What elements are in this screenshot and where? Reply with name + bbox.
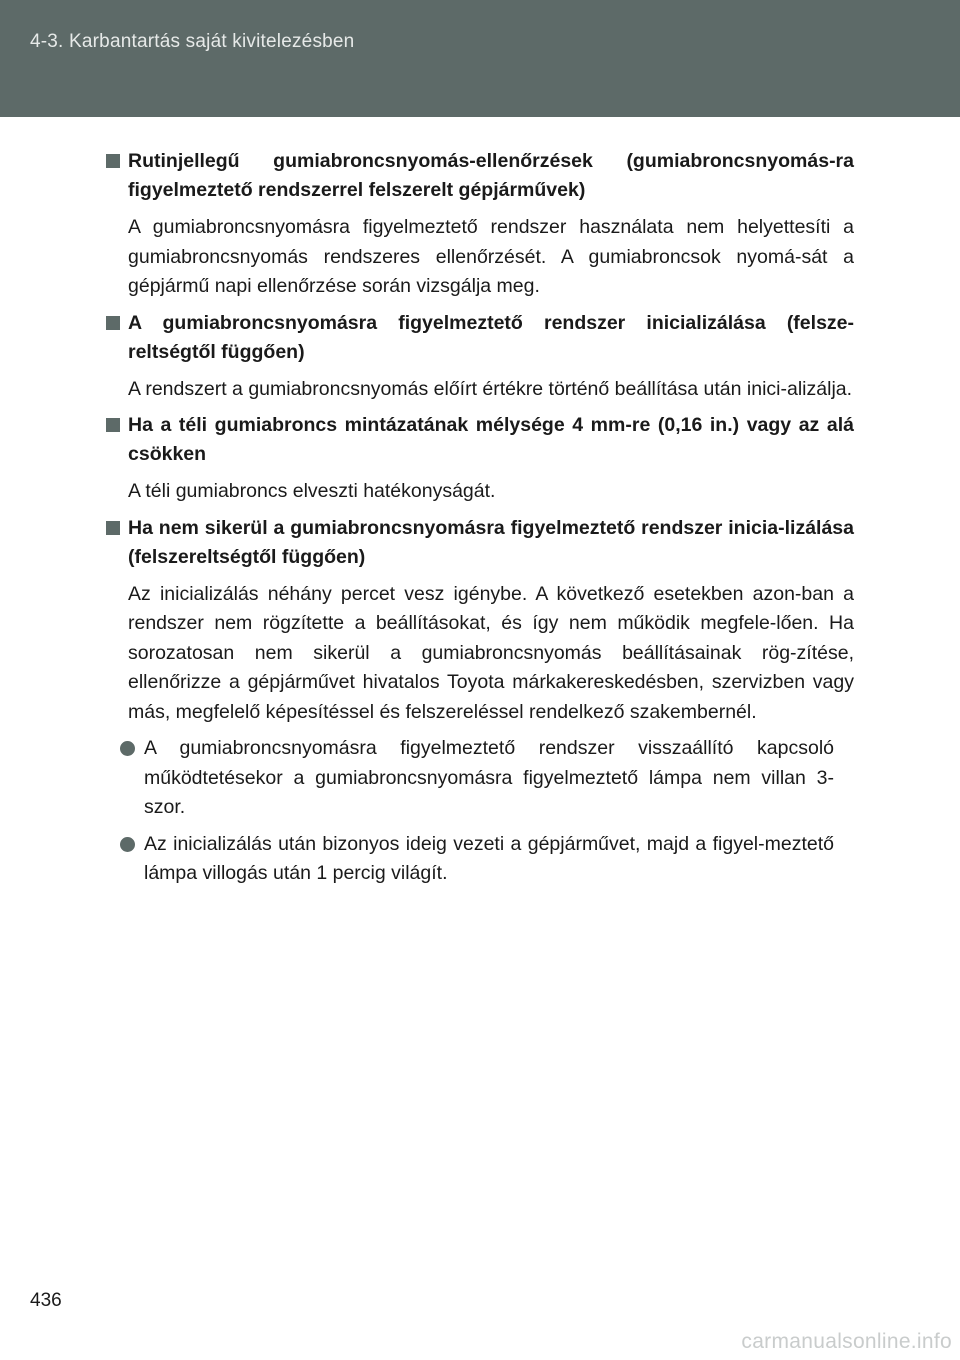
square-bullet-icon [106, 418, 120, 432]
section-body: A rendszert a gumiabroncsnyomás előírt értékre történő beállítása után inici-alizálja. [128, 377, 853, 400]
section-heading: A gumiabroncsnyomásra figyelmeztető rendszer inicializálása (felsze-reltségtől függően) [106, 309, 854, 367]
section-winter-tire-depth [106, 411, 854, 507]
section-initialization-failure [106, 514, 854, 889]
section-heading: Ha nem sikerül a gumiabroncsnyomásra figyelmeztető rendszer inicia-lizálása (felszereltségtől függően) [106, 514, 854, 572]
section-body: A téli gumiabroncs elveszti hatékonyságát. [128, 480, 496, 502]
section-heading: Ha a téli gumiabroncs mintázatának mélysége 4 mm-re (0,16 in.) vagy az alá csökken [106, 411, 854, 469]
page-content [106, 147, 854, 896]
list-item: Az inicializálás után bizonyos ideig vezeti a gépjárművet, majd a figyel-meztető lámpa villogás után 1 percig világít. [120, 830, 834, 889]
section-heading: Rutinjellegű gumiabroncsnyomás-ellenőrzések (gumiabroncsnyomás-ra figyelmeztető rendszerrel felszerelt gépjárművek) [106, 147, 854, 205]
circle-bullet-icon [120, 837, 135, 852]
page-number: 436 [30, 1290, 62, 1311]
list-item: A gumiabroncsnyomásra figyelmeztető rendszer visszaállító kapcsoló működtetésekor a gumiabroncsnyomásra figyelmeztető lámpa nem villan 3-szor. [120, 734, 834, 823]
section-initialization [106, 309, 854, 405]
circle-bullet-icon [120, 741, 135, 756]
page-header [0, 0, 960, 117]
section-routine-checks [106, 147, 854, 302]
square-bullet-icon [106, 154, 120, 168]
section-body: A gumiabroncsnyomásra figyelmeztető rendszer használata nem helyettesíti a gumiabroncsnyomás rendszeres ellenőrzését. A gumiabroncsok nyomá-sát a gépjármű napi ellenőrzése során vizsgálja meg. [128, 216, 854, 297]
watermark: carmanualsonline.info [741, 1330, 952, 1353]
bullet-list [106, 734, 834, 889]
section-body: Az inicializálás néhány percet vesz igénybe. A következő esetekben azon-ban a rendszer nem rögzítette a beállításokat, és így nem működik megfele-lően. Ha sorozatosan nem sikerül a gumiabroncsnyomás beállításainak rög-zítése, ellenőrizze a gépjárművet hivatalos Toyota márkakereskedésben, szervizben vagy más, megfelelő képesítéssel és felszereléssel rendelkező szakembernél. [128, 582, 854, 723]
square-bullet-icon [106, 521, 120, 535]
chapter-title: 4-3. Karbantartás saját kivitelezésben [30, 31, 355, 52]
square-bullet-icon [106, 316, 120, 330]
